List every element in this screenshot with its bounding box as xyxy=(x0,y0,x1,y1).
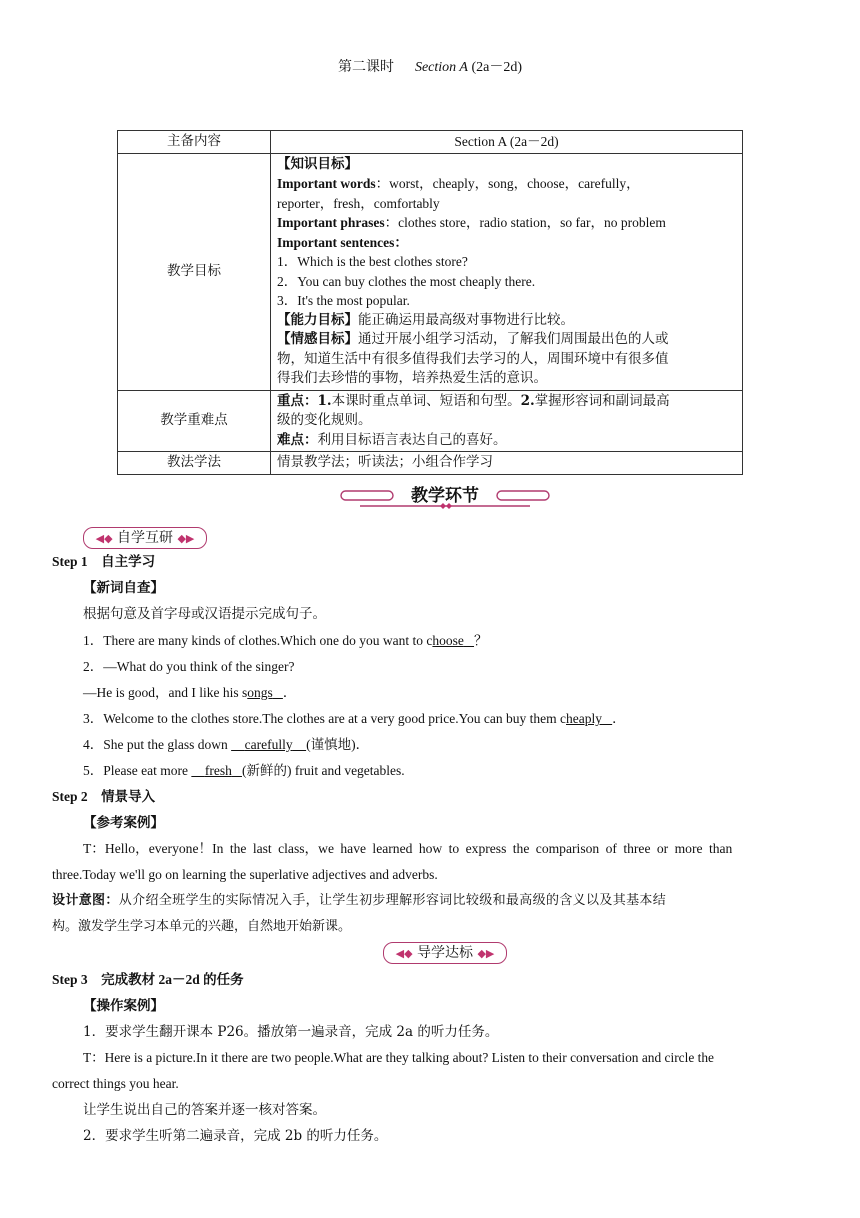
ability-text: 能正确运用最高级对事物进行比较。 xyxy=(358,311,574,328)
teaching-goals-cell xyxy=(271,153,743,390)
phrases-label: Important phrases xyxy=(277,215,385,230)
row-value: 情景教学法；听读法；小组合作学习 xyxy=(271,452,743,475)
exercise-text: 1．There are many kinds of clothes.Which one do you want to c xyxy=(83,633,433,648)
exercise-answer: fresh xyxy=(204,763,232,778)
table-row xyxy=(118,390,743,452)
key-text: 本课时重点单词、短语和句型。 xyxy=(331,392,521,409)
words-text-cont: reporter，fresh，comfortably xyxy=(277,195,440,211)
exercise-item: 5．Please eat more fresh (新鲜的) fruit and vegetables. xyxy=(83,763,405,778)
left-arrows-icon: ◀◆ xyxy=(95,532,113,545)
emotion-text-cont: 物，知道生活中有很多值得我们去学习的人，周围环境中有很多值 xyxy=(277,350,669,367)
section-pill xyxy=(383,942,507,964)
exercise-item: 4．She put the glass down carefully (谨慎地)． xyxy=(83,737,370,752)
section-banner xyxy=(340,480,550,510)
design-text: 从介绍全班学生的实际情况入手，让学生初步理解形容词比较级和最高级的含义以及其基本结 xyxy=(118,893,667,908)
sentences-colon: ： xyxy=(394,234,408,250)
title-range: (2a－2d) xyxy=(471,60,523,75)
key-number: 2. xyxy=(520,392,535,409)
pill-label: 导学达标 xyxy=(417,945,473,961)
exercise-answer: ongs xyxy=(247,685,273,700)
row-value: Section A (2a－2d) xyxy=(271,131,743,154)
sentence-item: 1．Which is the best clothes store? xyxy=(277,254,468,269)
sub-heading: 【操作案例】 xyxy=(83,998,164,1014)
title-chinese: 第二课时 xyxy=(337,60,394,75)
pill-label: 自学互研 xyxy=(117,530,173,546)
exercise-item: 1．There are many kinds of clothes.Which one do you want to choose ？ xyxy=(83,633,488,648)
exercise-item: 3．Welcome to the clothes store.The clothes are at a very good price.You can buy them cheaply ． xyxy=(83,711,626,726)
title-section: Section A xyxy=(414,60,468,75)
design-intent xyxy=(52,891,666,911)
list-item: 1．要求学生翻开课本 P26。播放第一遍录音，完成 2a 的听力任务。 xyxy=(83,1024,499,1040)
key-text-cont: 级的变化规则。 xyxy=(277,412,372,428)
left-arrows-icon: ◀◆ xyxy=(395,947,413,960)
exercise-answer: heaply xyxy=(566,711,603,726)
key-label: 重点： xyxy=(277,392,318,409)
words-text: ：worst，cheaply，song，choose，carefully， xyxy=(375,176,640,191)
exercise-answer: carefully xyxy=(244,737,293,752)
row-label: 教法学法 xyxy=(118,452,271,475)
row-label: 主备内容 xyxy=(118,131,271,154)
step-heading: Step 2 情景导入 xyxy=(52,789,156,804)
lesson-plan-table xyxy=(117,130,743,475)
row-label: 教学目标 xyxy=(118,153,271,390)
exercise-text: 3．Welcome to the clothes store.The clothes are at a very good price.You can buy them c xyxy=(83,711,567,726)
sentences-label: Important sentences xyxy=(277,234,395,250)
paragraph-text: three.Today we'll go on learning the superlative adjectives and adverbs. xyxy=(52,867,438,882)
exercise-item: 2．—What do you think of the singer? xyxy=(83,659,295,674)
step-heading: Step 3 完成教材 2a－2d 的任务 xyxy=(52,972,244,987)
paragraph-text: T：Hello，everyone！In the last class，we have learned how to express the comparison of three or more than xyxy=(83,841,733,856)
exercise-answer: hoose xyxy=(432,633,464,648)
design-label: 设计意图： xyxy=(52,893,119,908)
table-row xyxy=(118,131,743,154)
section-pill xyxy=(83,527,207,549)
page-title xyxy=(0,56,860,76)
paragraph-text: 让学生说出自己的答案并逐一核对答案。 xyxy=(83,1102,326,1118)
paragraph-text: T：Here is a picture.In it there are two people.What are they talking about? Listen to their conversation and circle the xyxy=(83,1050,714,1065)
phrases-text: ：clothes store，radio station，so far，no problem xyxy=(384,215,666,230)
sentence-item: 3．It's the most popular. xyxy=(277,293,410,308)
list-item: 2．要求学生听第二遍录音，完成 2b 的听力任务。 xyxy=(83,1128,388,1144)
table-row xyxy=(118,452,743,475)
right-arrows-icon: ◆▶ xyxy=(177,532,195,545)
paragraph-text: correct things you hear. xyxy=(52,1076,179,1091)
exercise-item: —He is good，and I like his songs ． xyxy=(83,685,297,700)
difficulty-label: 难点： xyxy=(277,431,318,448)
emotion-text-cont: 得我们去珍惜的事物，培养热爱生活的意识。 xyxy=(277,370,547,386)
difficulty-text: 利用目标语言表达自己的喜好。 xyxy=(317,431,507,448)
banner-title: 教学环节 xyxy=(411,486,479,506)
key-text: 掌握形容词和副词最高 xyxy=(534,392,670,409)
step-heading: Step 1 自主学习 xyxy=(52,554,156,569)
emotion-heading: 【情感目标】 xyxy=(277,331,358,347)
instruction-text: 根据句意及首字母或汉语提示完成句子。 xyxy=(83,606,326,622)
sub-heading: 【参考案例】 xyxy=(83,815,164,831)
sub-heading: 【新词自查】 xyxy=(83,580,164,596)
words-label: Important words xyxy=(277,176,376,191)
design-text-cont: 构。激发学生学习本单元的兴趣，自然地开始新课。 xyxy=(52,919,352,934)
key-number: 1. xyxy=(317,392,332,409)
table-row xyxy=(118,153,743,390)
exercise-text: —He is good，and I like his s xyxy=(83,685,248,700)
knowledge-heading: 【知识目标】 xyxy=(277,155,358,172)
right-arrows-icon: ◆▶ xyxy=(477,947,495,960)
sentence-item: 2．You can buy clothes the most cheaply there. xyxy=(277,273,536,289)
key-points-cell xyxy=(271,390,743,452)
ability-heading: 【能力目标】 xyxy=(277,311,358,328)
emotion-text: 通过开展小组学习活动，了解我们周围最出色的人或 xyxy=(358,331,669,347)
row-label: 教学重难点 xyxy=(118,390,271,452)
